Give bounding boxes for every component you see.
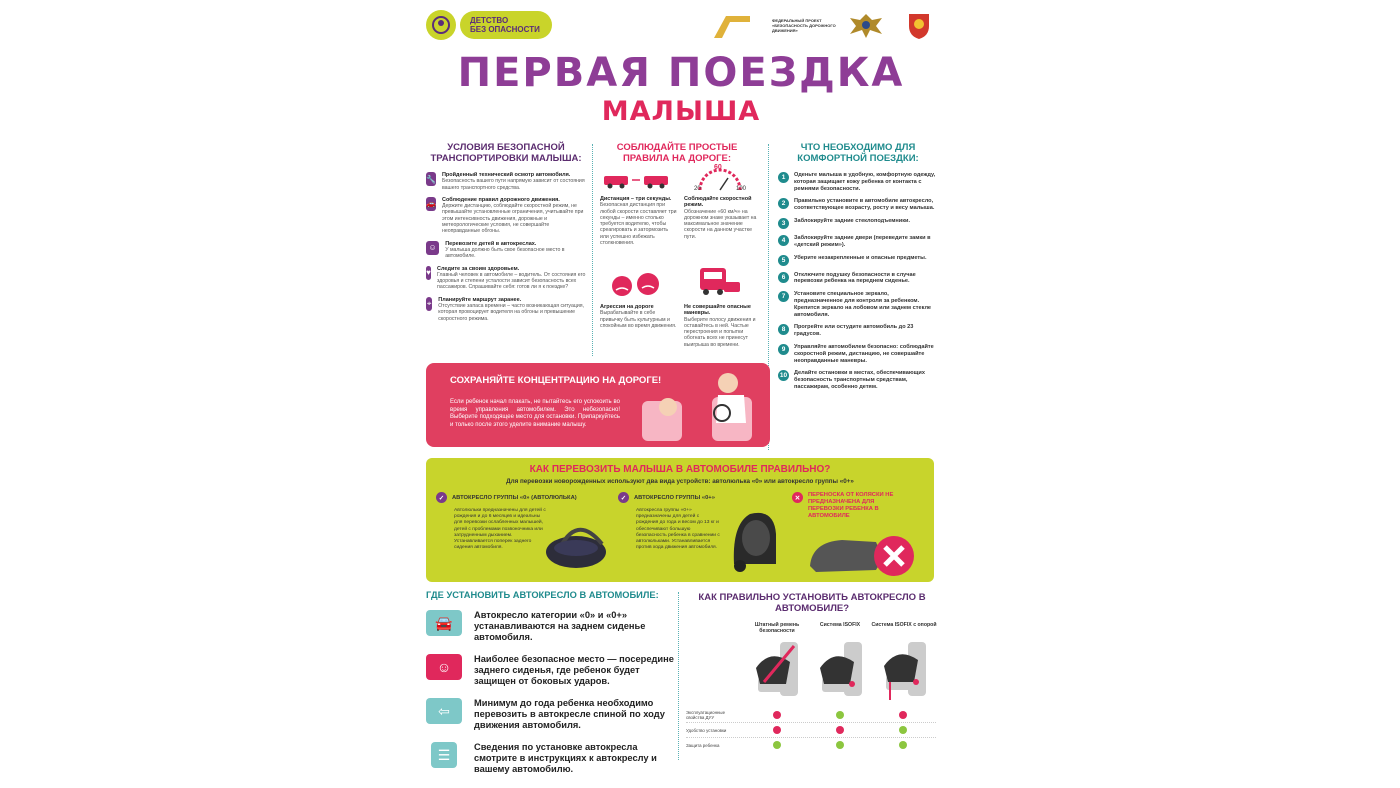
- rear-facing-icon: ⇦: [426, 698, 462, 724]
- child-center-seat-icon: ☺: [426, 654, 462, 680]
- heart-icon: ♥: [426, 266, 431, 280]
- bdd-logo-icon: [712, 10, 752, 40]
- install-heading: КАК ПРАВИЛЬНО УСТАНОВИТЬ АВТОКРЕСЛО В АВТОМОБИЛЕ?: [698, 592, 926, 614]
- install-col-isofix: Система ISOFIX: [819, 622, 861, 628]
- list-item: 🔧 Пройденный технический осмотр автомобиля. Безопасность вашего пути напрямую зависит от состояния вашего транспортного средства.: [426, 172, 585, 191]
- speed-label-60: 60: [714, 164, 722, 171]
- table-row: Защита ребенка: [686, 738, 936, 752]
- list-item: 3 Заблокируйте задние стеклоподъемники.: [778, 218, 936, 229]
- install-columns: [744, 622, 938, 634]
- child-seat-icon: ☺: [426, 241, 439, 255]
- detstvo-logo-icon: [426, 10, 456, 40]
- isofix-support-icon: [878, 638, 934, 707]
- speed-label-20: 20: [694, 186, 701, 192]
- col1-heading: УСЛОВИЯ БЕЗОПАСНОЙ ТРАНСПОРТИРОВКИ МАЛЫША:: [430, 142, 582, 164]
- cars-distance-icon: [602, 170, 672, 195]
- seat-belt-icon: [750, 638, 806, 703]
- list-item: 4 Заблокируйте задние двери (переведите замки в «детский режим»).: [778, 235, 936, 249]
- sad-face-icon: [836, 726, 844, 734]
- sad-face-icon: [773, 726, 781, 734]
- check-icon: ✓: [618, 492, 629, 503]
- list-item: 6 Отключите подушку безопасности в случае перевозки ребенка на переднем сиденье.: [778, 272, 936, 286]
- rule-aggression: Агрессия на дороге Вырабатывайте в себе привычку быть культурным и спокойным во время движения.: [600, 304, 677, 329]
- list-item: 1 Оденьте малыша в удобную, комфортную одежду, которая защищает кожу ребенка от контакта с ремнями безопасности.: [778, 172, 936, 192]
- angry-faces-icon: [608, 270, 664, 303]
- list-item: ⌖ Планируйте маршрут заранее. Отсутствие запаса времени – часто возникающая ситуация, которая провоцирует водителя на обгоны и превышение скоростного режима.: [426, 296, 584, 322]
- list-item: ☺ Наиболее безопасное место — посередине заднего сиденья, где ребенок будет защищен от боковых ударов.: [426, 654, 674, 687]
- rule-maneuvers: Не совершайте опасные маневры. Выберите полосу движения и оставайтесь в ней. Частые перестроения и попытки обогнать всех не принесут выигрыша во времени.: [684, 304, 756, 348]
- list-item: ☺ Перевозите детей в автокреслах. У малыша должно быть свое безопасное место в автомобиле.: [426, 241, 588, 260]
- list-item: 🚗 Соблюдение правил дорожного движения. Держите дистанцию, соблюдайте скоростной режим, не превышайте установленные ограничения, учитывайте при этом интенсивность движения, дорожные и метеорологические условия, не совершайте неоправданные обгоны.: [426, 196, 584, 235]
- table-row: Эксплуатационные свойства ДУУ: [686, 708, 936, 723]
- happy-face-icon: [836, 741, 844, 749]
- driver-with-baby-icon: [632, 367, 766, 450]
- bus-icon: [698, 266, 742, 303]
- sad-face-icon: [773, 711, 781, 719]
- happy-face-icon: [773, 741, 781, 749]
- list-item: ♥ Следите за своим здоровьем. Главный человек в автомобиле – водитель. От состояния его здоровья и степени усталости зависит безопасность всех пассажиров. Спрашивайте себя: готов ли я к поездке?: [426, 265, 586, 291]
- car-icon: 🚗: [426, 197, 436, 211]
- happy-face-icon: [899, 726, 907, 734]
- map-pin-icon: ⌖: [426, 297, 432, 311]
- document-icon: ☰: [431, 742, 457, 768]
- list-item: 🚘 Автокресло категории «0» и «0+» устанавливаются на заднем сиденье автомобиля.: [426, 610, 674, 643]
- transport-section: [426, 458, 934, 582]
- number-badge: 1: [778, 172, 789, 183]
- check-icon: ✓: [436, 492, 447, 503]
- list-item: 5 Уберите незакрепленные и опасные предметы.: [778, 255, 936, 266]
- col1-list: [426, 172, 588, 322]
- carrycot-icon: [806, 532, 916, 583]
- install-table: [686, 708, 936, 752]
- table-row: Удобство установки: [686, 723, 936, 738]
- poster-subtitle: МАЛЫША: [601, 96, 761, 127]
- divider: [678, 592, 679, 760]
- divider: [592, 144, 593, 356]
- concentration-text: Если ребенок начал плакать, не пытайтесь его успокоить во время управления автомобилем. Это небезопасно! Выберите подходящее место для остановки. Припаркуйтесь и только после этого уделите внимание малышу.: [450, 399, 620, 428]
- option-carrycot: ✕ ПЕРЕНОСКА ОТ КОЛЯСКИ НЕ ПРЕДНАЗНАЧЕНА ДЛЯ ПЕРЕВОЗКИ РЕБЕНКА В АВТОМОБИЛЕ: [792, 492, 932, 580]
- list-item: 10 Делайте остановки в местах, обеспечивающих безопасность транспортным средствам, пассажирам, особенно детям.: [779, 370, 925, 390]
- number-badge: 8: [778, 324, 789, 335]
- list-item: 7 Установите специальное зеркало, предназначенное для контроля за ребенком. Крепится зеркало на лобовом или заднем стекле автомобиля.: [778, 291, 936, 318]
- sad-face-icon: [899, 711, 907, 719]
- col3-list: [778, 172, 936, 391]
- list-item: ⇦ Минимум до года ребенка необходимо перевозить в автокресле спиной по ходу движения автомобиля.: [426, 698, 674, 731]
- where-list: [426, 610, 674, 775]
- option-cradle: ✓ АВТОКРЕСЛО ГРУППЫ «0» (АВТОЛЮЛЬКА) Автолюльки предназначены для детей с рождения и до 6 месяцев и идеальны для перевозки ослабленных малышей, детей с проблемами позвоночника или затрудненным дыханием. Устанавливается поперек заднего сидения автомобиля.: [436, 492, 612, 580]
- concentration-heading: СОХРАНЯЙТЕ КОНЦЕНТРАЦИЮ НА ДОРОГЕ!: [450, 375, 662, 386]
- concentration-banner: [426, 363, 770, 447]
- detstvo-logo-text: ДЕТСТВО БЕЗ ОПАСНОСТИ: [460, 11, 552, 39]
- happy-face-icon: [836, 711, 844, 719]
- col3-heading: ЧТО НЕОБХОДИМО ДЛЯ КОМФОРТНОЙ ПОЕЗДКИ:: [797, 142, 919, 164]
- cradle-icon: [544, 508, 610, 581]
- car-seat-icon: [726, 504, 782, 581]
- list-item: 2 Правильно установите в автомобиле автокресло, соответствующее возрасту, росту и весу малыша.: [778, 198, 936, 212]
- number-badge: 10: [779, 372, 788, 380]
- poster-title: ПЕРВАЯ ПОЕЗДКА: [457, 50, 905, 96]
- partner-text: ФЕДЕРАЛЬНЫЙ ПРОЕКТ «БЕЗОПАСНОСТЬ ДОРОЖНОГО ДВИЖЕНИЯ»: [772, 18, 836, 33]
- number-badge: 2: [778, 198, 789, 209]
- install-col-belt: Штатный ремень безопасности: [754, 622, 800, 634]
- list-item: 9 Управляйте автомобилем безопасно: соблюдайте скоростной режим, дистанцию, не совершайте неоправданные маневры.: [778, 344, 936, 364]
- cross-icon: ✕: [792, 492, 803, 503]
- car-seat-rear-icon: 🚘: [426, 610, 462, 636]
- isofix-icon: [814, 638, 870, 703]
- install-col-isofix-support: Система ISOFIX с опорой: [871, 622, 937, 628]
- police-emblem-icon: [848, 10, 884, 40]
- where-heading: ГДЕ УСТАНОВИТЬ АВТОКРЕСЛО В АВТОМОБИЛЕ:: [426, 590, 659, 600]
- number-badge: 6: [778, 272, 789, 283]
- rule-distance: Дистанция – три секунды. Безопасная дистанция при любой скорости составляет три секунды – именно столько требуется водителю, чтобы среагировать и затормозить или успешно избежать столкновения.: [600, 196, 677, 247]
- number-badge: 4: [778, 235, 789, 246]
- number-badge: 7: [778, 291, 789, 302]
- speedometer-icon: [690, 166, 750, 194]
- speed-label-100: 100: [736, 186, 747, 192]
- col2-heading: СОБЛЮДАЙТЕ ПРОСТЫЕ ПРАВИЛА НА ДОРОГЕ:: [616, 142, 738, 164]
- happy-face-icon: [899, 741, 907, 749]
- transport-heading: КАК ПЕРЕВОЗИТЬ МАЛЫША В АВТОМОБИЛЕ ПРАВИЛЬНО?: [529, 464, 831, 475]
- list-item: ☰ Сведения по установке автокресла смотрите в инструкциях к автокреслу и вашему автомобилю.: [426, 742, 674, 775]
- list-item: 8 Прогрейте или остудите автомобиль до 23 градусов.: [778, 324, 936, 338]
- number-badge: 3: [778, 218, 789, 229]
- poster: [424, 6, 938, 784]
- car-lift-icon: 🔧: [426, 172, 436, 186]
- rule-speed: Соблюдайте скоростной режим. Обозначение «60 км/ч» на дорожном знаке указывает на максимальное значение скорости на данном участке пути.: [684, 196, 757, 240]
- transport-subheading: Для перевозки новорожденных используют два вида устройств: автолюлька «0» или автокресло группы «0+»: [506, 478, 854, 485]
- region-emblem-icon: [906, 10, 932, 40]
- number-badge: 5: [778, 255, 789, 266]
- option-seat-0plus: ✓ АВТОКРЕСЛО ГРУППЫ «0+» Автокресла группы «0+» предназначены для детей с рождения до года и весом до 13 кг и обеспечивают большую безопасность ребенка в сравнении с автолюльками. Устанавливается против хода движения автомобиля.: [618, 492, 788, 580]
- number-badge: 9: [778, 344, 789, 355]
